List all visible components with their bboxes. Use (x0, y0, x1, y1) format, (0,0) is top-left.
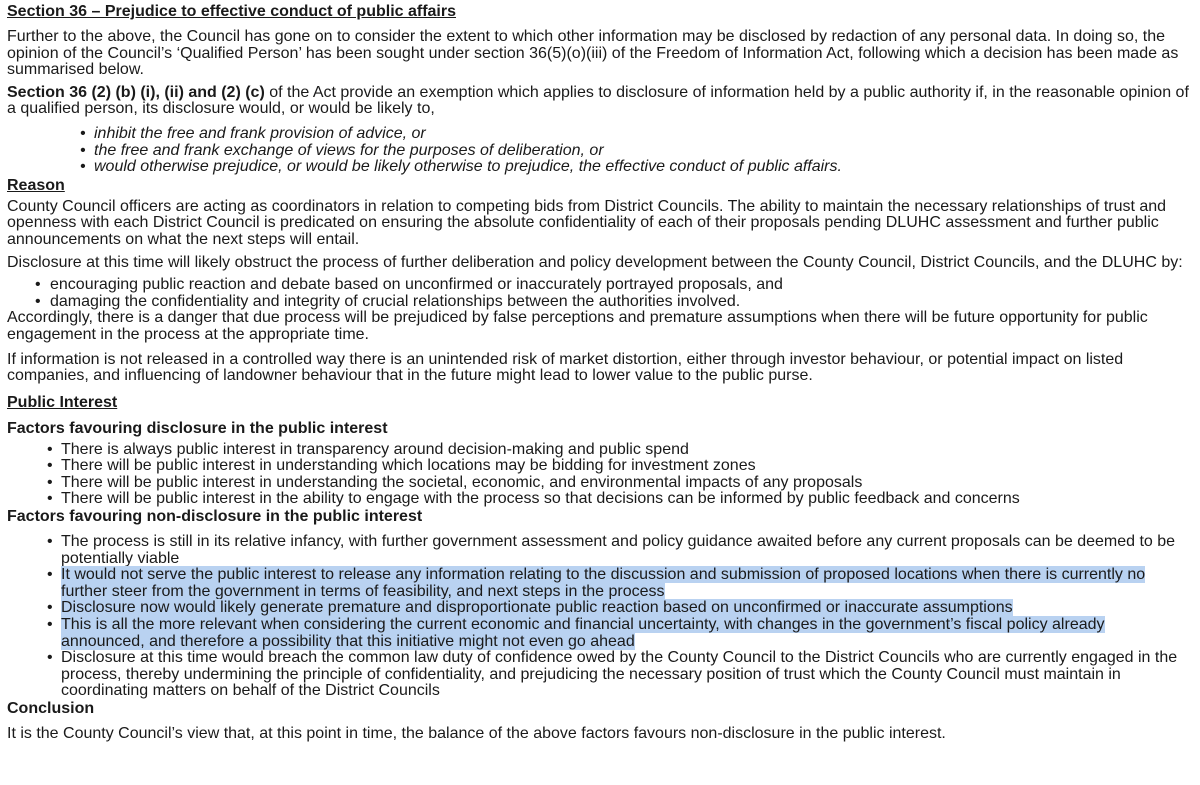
reason-paragraph-3: Accordingly, there is a danger that due process will be prejudiced by false perceptions and premature assumptions when there will be future opportunity for public engagement in the process at the appropriate time. (7, 309, 1148, 343)
favouring-disclosure-heading: Factors favouring disclosure in the public interest (7, 419, 388, 437)
section-title: Section 36 – Prejudice to effective conduct of public affairs (7, 3, 456, 20)
list-item-highlighted (7, 617, 1192, 650)
list-item: • would otherwise prejudice, or would be likely otherwise to prejudice, the effective conduct of public affairs. (7, 159, 1192, 176)
list-item: • inhibit the free and frank provision of advice, or (7, 126, 1192, 143)
list-item: • the free and frank exchange of views for the purposes of deliberation, or (7, 143, 1192, 160)
list-item-highlighted (7, 567, 1192, 600)
list-item: • There will be public interest in understanding the societal, economic, and environmental impacts of any proposals (7, 475, 1192, 492)
exemption-list (7, 126, 1192, 176)
favouring-non-disclosure-list (7, 534, 1192, 700)
reason-paragraph-2: Disclosure at this time will likely obstruct the process of further deliberation and policy development between the County Council, District Councils, and the DLUHC by: (7, 253, 1183, 271)
reason-paragraph-1: County Council officers are acting as coordinators in relation to competing bids from District Councils. The ability to maintain the necessary relationships of trust and openness with each District Council is predicated on ensuring the absolute confidentiality of each of their proposals pending DLUHC assessment and further public announcements on what the next steps will entail. (7, 197, 1167, 248)
list-item: • encouraging public reaction and debate based on unconfirmed or inaccurately portrayed proposals, and (7, 277, 1192, 294)
favouring-non-disclosure-heading: Factors favouring non-disclosure in the public interest (7, 508, 423, 526)
intro-paragraph: Further to the above, the Council has gone on to consider the extent to which other information may be disclosed by redaction of any personal data. In doing so, the opinion of the Council’s ‘Qualified Person’ has been sought under section 36(5)(o)(iii) of the Freedom of Information Act, following which a decision has been made as summarised below. (7, 28, 1179, 79)
highlighted-text: It would not serve the public interest to release any information relating to the discussion and submission of proposed locations when there is currently no further steer from the government in terms of feasibility, and next steps in the process (61, 566, 1146, 600)
reason-heading: Reason (7, 176, 65, 194)
exemption-paragraph (7, 85, 1192, 118)
list-item: • There will be public interest in the ability to engage with the process so that decisions can be informed by public feedback and concerns (7, 491, 1192, 508)
list-item (7, 534, 1192, 567)
reason-list (7, 277, 1192, 310)
list-item: • damaging the confidentiality and integrity of crucial relationships between the authorities involved. (7, 294, 1192, 311)
list-item-highlighted (7, 600, 1192, 617)
conclusion-heading: Conclusion (7, 700, 95, 717)
list-item-text: The process is still in its relative infancy, with further government assessment and policy guidance awaited before any current proposals can be deemed to be potentially viable (61, 533, 1176, 567)
public-interest-heading: Public Interest (7, 393, 118, 411)
favouring-disclosure-list (7, 442, 1192, 508)
reason-paragraph-4: If information is not released in a controlled way there is an unintended risk of market distortion, either through investor behaviour, or potential impact on listed companies, and influencing of landowner behaviour that in the future might lead to lower value to the public purse. (7, 350, 1124, 385)
list-item: • There is always public interest in transparency around decision-making and public spend (7, 442, 1192, 459)
exemption-text: of the Act provide an exemption which applies to disclosure of information held by a public authority if, in the reasonable opinion of a qualified person, its disclosure would, or would be likely to, (7, 83, 1189, 118)
conclusion-paragraph: It is the County Council’s view that, at this point in time, the balance of the above factors favours non-disclosure in the public interest. (7, 725, 946, 742)
list-item: • There will be public interest in understanding which locations may be bidding for investment zones (7, 458, 1192, 475)
highlighted-text: This is all the more relevant when considering the current economic and financial uncertainty, with changes in the government’s fiscal policy already announced, and therefore a possibility that this initiative might not even go ahead (61, 616, 1105, 650)
list-item-text: Disclosure at this time would breach the common law duty of confidence owed by the County Council to the District Councils who are currently engaged in the process, thereby undermining the principle of confidentiality, and prejudicing the necessary position of trust which the County Council must maintain in coordinating matters on behalf of the District Councils (61, 649, 1178, 700)
exemption-reference: Section 36 (2) (b) (i), (ii) and (2) (c) (7, 83, 265, 101)
highlighted-text: Disclosure now would likely generate premature and disproportionate public reaction based on unconfirmed or inaccurate assumptions (61, 599, 1013, 617)
list-item (7, 650, 1192, 700)
